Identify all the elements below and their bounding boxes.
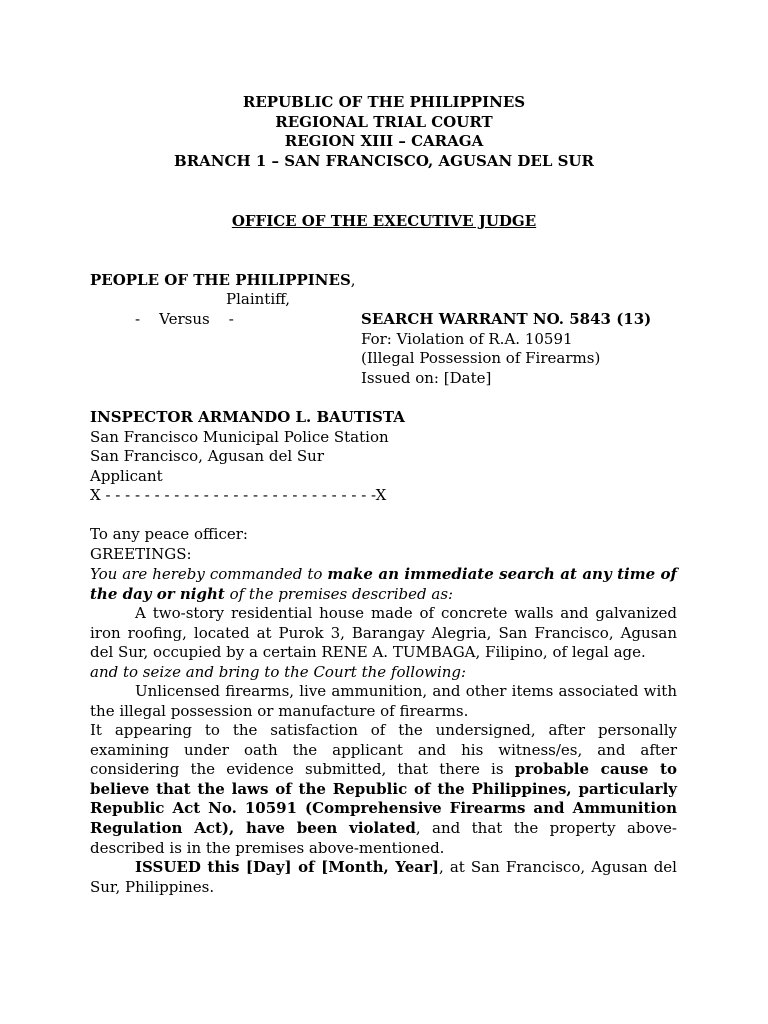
finding-paragraph xyxy=(90,721,677,858)
plaintiff-name: PEOPLE OF THE PHILIPPINES xyxy=(90,271,351,289)
greetings: GREETINGS: xyxy=(90,545,192,563)
issued-text-bold: ISSUED this [Day] of [Month, Year] xyxy=(135,858,439,876)
issued-on-line: Issued on: [Date] xyxy=(361,369,492,387)
applicant-office: San Francisco Municipal Police Station xyxy=(90,428,389,446)
salutation: To any peace officer: xyxy=(90,525,248,543)
command-text-bold: make an immediate search at any time of the day or night xyxy=(90,565,677,603)
finding-text-1: It appearing to the satisfaction of the undersigned, after personally examining under oath the applicant and his witness/es, and after considering the evidence submitted, that there is xyxy=(90,721,677,779)
seize-intro: and to seize and bring to the Court the following: xyxy=(90,663,467,681)
applicant-address: San Francisco, Agusan del Sur xyxy=(90,447,325,465)
header-region: REGION XIII – CARAGA xyxy=(284,132,484,151)
court-header xyxy=(0,93,768,171)
applicant-role: Applicant xyxy=(90,467,163,485)
caption-separator: X - - - - - - - - - - - - - - - - - - - - - - - - - - - -X xyxy=(90,486,387,504)
plaintiff-line xyxy=(90,271,356,291)
warrant-number: SEARCH WARRANT NO. 5843 (13) xyxy=(361,310,652,328)
header-branch: BRANCH 1 – SAN FRANCISCO, AGUSAN DEL SUR xyxy=(174,151,594,170)
issued-text-rest: , at San Francisco, Agusan del Sur, Philippines. xyxy=(90,858,677,896)
violation-line: For: Violation of R.A. 10591 xyxy=(361,330,573,348)
premises-paragraph: A two-story residential house made of concrete walls and galvanized iron roofing, located at Purok 3, Barangay Alegria, San Francisco, Agusan del Sur, occupied by a certain RENE A. TUMBAGA, Filipino, of legal age. xyxy=(90,604,677,662)
items-paragraph: Unlicensed firearms, live ammunition, and other items associated with the illegal possession or manufacture of firearms. xyxy=(90,682,677,720)
header-republic: REPUBLIC OF THE PHILIPPINES xyxy=(242,93,526,111)
plaintiff-role: Plaintiff, xyxy=(226,290,291,308)
offense-line: (Illegal Possession of Firearms) xyxy=(361,349,601,367)
command-text-2: of the premises described as: xyxy=(224,584,454,603)
office-title: OFFICE OF THE EXECUTIVE JUDGE xyxy=(231,212,537,230)
command-text-1: You are hereby commanded to xyxy=(90,565,328,583)
finding-text-2: , and that the property above-described is in the premises above-mentioned. xyxy=(90,818,677,857)
plaintiff-comma: , xyxy=(350,271,356,289)
command-paragraph xyxy=(90,565,677,604)
finding-text-bold: probable cause to believe that the laws of the Republic of the Philippines, particularly Republic Act No. 10591 (Comprehensive Firearms and Ammunition Regulation Act), have been violated xyxy=(90,760,677,837)
header-court: REGIONAL TRIAL COURT xyxy=(275,112,493,131)
versus-label: - Versus - xyxy=(135,310,234,328)
issued-paragraph xyxy=(90,858,677,897)
applicant-name: INSPECTOR ARMANDO L. BAUTISTA xyxy=(90,408,405,426)
